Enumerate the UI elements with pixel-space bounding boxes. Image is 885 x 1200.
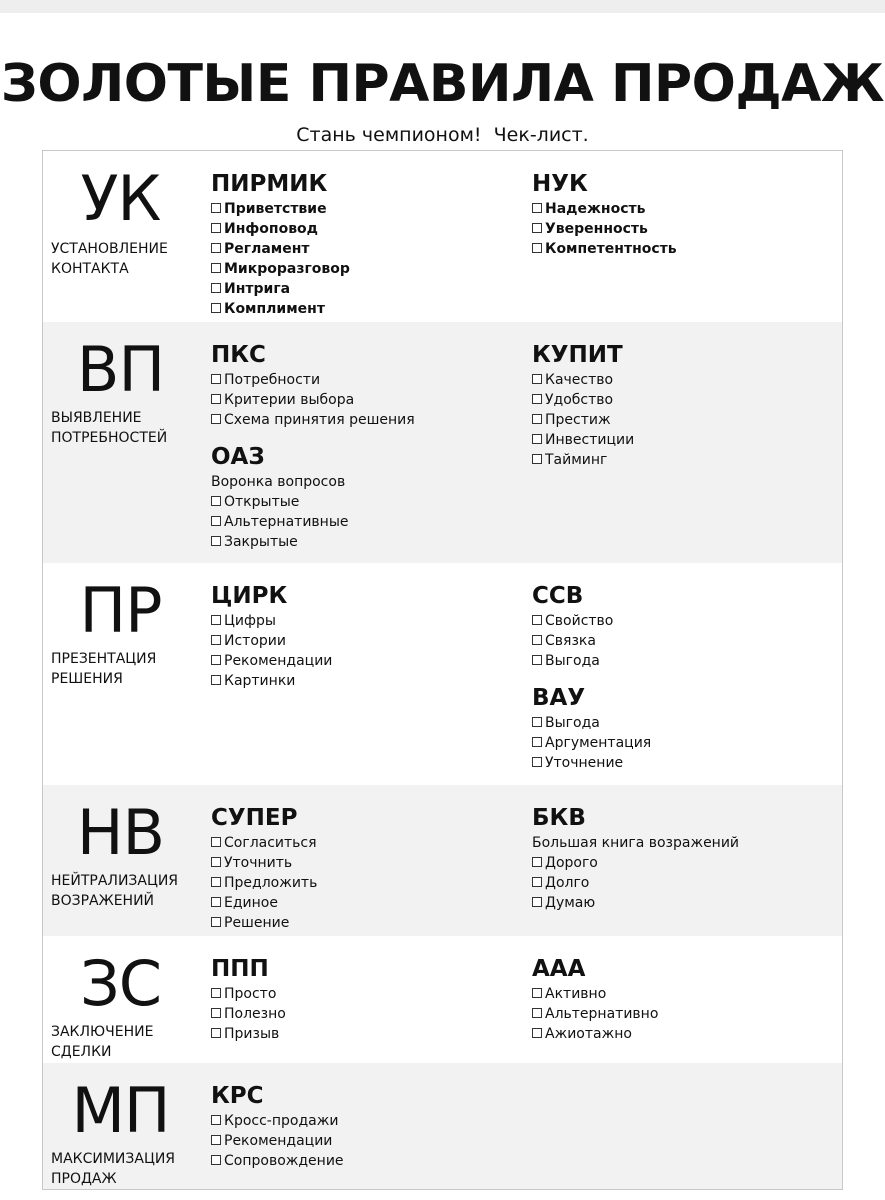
checkbox-icon[interactable] (211, 897, 221, 907)
checklist-item[interactable] (211, 390, 521, 410)
checklist-item-label: Компетентность (545, 241, 677, 257)
checklist-item[interactable] (211, 631, 521, 651)
checklist-item-label: Долго (545, 875, 590, 891)
checklist (211, 1111, 521, 1171)
technique-column (211, 803, 521, 945)
checkbox-icon[interactable] (211, 615, 221, 625)
checkbox-icon[interactable] (532, 203, 542, 213)
checklist-item[interactable] (211, 1131, 521, 1151)
technique-heading: БКВ (532, 805, 586, 831)
technique-block (532, 803, 842, 913)
checklist-item-label: Свойство (545, 613, 614, 629)
technique-block (532, 683, 842, 773)
section-abbreviation: ЗС (79, 947, 162, 1020)
section-stage-label: УСТАНОВЛЕНИЕ КОНТАКТА (51, 241, 168, 277)
section-abbreviation: МП (71, 1074, 170, 1147)
technique-heading: ААА (532, 956, 586, 982)
checkbox-icon[interactable] (211, 283, 221, 293)
checkbox-icon[interactable] (211, 414, 221, 424)
technique-block (532, 340, 842, 470)
page-subtitle: Стань чемпионом! Чек-лист. (296, 124, 589, 146)
checkbox-icon[interactable] (211, 988, 221, 998)
checkbox-icon[interactable] (532, 877, 542, 887)
checklist-item-label: Уверенность (545, 221, 648, 237)
checklist-item[interactable] (532, 219, 842, 239)
checklist-item-label: Рекомендации (224, 653, 333, 669)
checklist-item-label: Удобство (545, 392, 614, 408)
checkbox-icon[interactable] (211, 857, 221, 867)
checklist-item[interactable] (532, 893, 842, 913)
checkbox-icon[interactable] (211, 1008, 221, 1018)
checkbox-icon[interactable] (532, 988, 542, 998)
technique-block (211, 169, 521, 319)
checklist-item[interactable] (211, 279, 521, 299)
checklist-item[interactable] (532, 410, 842, 430)
section-row (43, 322, 842, 563)
checklist (211, 984, 521, 1044)
checklist-item-label: Просто (224, 986, 277, 1002)
section-abbreviation: ПР (79, 574, 162, 647)
checkbox-icon[interactable] (532, 223, 542, 233)
checkbox-icon[interactable] (532, 374, 542, 384)
checklist-item-label: Аргументация (545, 735, 652, 751)
checklist (211, 611, 521, 691)
section-row (43, 1063, 842, 1190)
checklist-item-label: Предложить (224, 875, 318, 891)
checklist-item-label: Уточнение (545, 755, 624, 771)
technique-block (211, 340, 521, 430)
checklist-item[interactable] (211, 299, 521, 319)
checkbox-icon[interactable] (211, 655, 221, 665)
checklist (211, 199, 521, 319)
checkbox-icon[interactable] (211, 374, 221, 384)
top-bar (0, 0, 885, 13)
checklist (211, 492, 521, 552)
technique-column (211, 954, 521, 1056)
checklist-item-label: Регламент (224, 241, 310, 257)
technique-heading: ЦИРК (211, 583, 288, 609)
checklist (532, 713, 842, 773)
checklist-item-label: Выгода (545, 715, 600, 731)
technique-block (211, 803, 521, 933)
technique-block (211, 442, 521, 552)
checklist-item-label: Комплимент (224, 301, 325, 317)
section-stage-label: ВЫЯВЛЕНИЕ ПОТРЕБНОСТЕЙ (51, 410, 168, 446)
checklist-item[interactable] (211, 833, 521, 853)
checkbox-icon[interactable] (211, 1028, 221, 1038)
technique-block (211, 581, 521, 691)
checklist-item[interactable] (532, 753, 842, 773)
checklist-item-label: Рекомендации (224, 1133, 333, 1149)
checklist-item[interactable] (211, 1024, 521, 1044)
checklist-item[interactable] (532, 984, 842, 1004)
technique-heading: ВАУ (532, 685, 586, 711)
technique-block (532, 581, 842, 671)
checklist-item[interactable] (211, 1151, 521, 1171)
checklist-item[interactable] (532, 631, 842, 651)
checklist-item[interactable] (532, 853, 842, 873)
checkbox-icon[interactable] (211, 675, 221, 685)
checkbox-icon[interactable] (211, 837, 221, 847)
technique-column (211, 1081, 521, 1183)
checkbox-icon[interactable] (211, 496, 221, 506)
checklist-item[interactable] (211, 410, 521, 430)
checklist-item[interactable] (211, 492, 521, 512)
checkbox-icon[interactable] (211, 223, 221, 233)
checklist-item[interactable] (211, 671, 521, 691)
checklist-item[interactable] (211, 1004, 521, 1024)
checkbox-icon[interactable] (532, 737, 542, 747)
checklist (532, 984, 842, 1044)
checklist-item[interactable] (532, 239, 842, 259)
technique-column (532, 581, 842, 785)
checklist-item[interactable] (532, 733, 842, 753)
checklist-item-label: Альтернативные (224, 514, 349, 530)
checklist-item-label: Уточнить (224, 855, 293, 871)
checkbox-icon[interactable] (532, 1028, 542, 1038)
technique-column (532, 169, 842, 271)
section-row (43, 151, 842, 322)
technique-block (532, 954, 842, 1044)
checkbox-icon[interactable] (532, 897, 542, 907)
technique-column (532, 803, 842, 925)
section-stage-label: НЕЙТРАЛИЗАЦИЯ ВОЗРАЖЕНИЙ (51, 873, 179, 909)
technique-heading: ОАЗ (211, 444, 265, 470)
checkbox-icon[interactable] (532, 434, 542, 444)
section-row (43, 936, 842, 1063)
checkbox-icon[interactable] (211, 635, 221, 645)
checkbox-icon[interactable] (211, 1115, 221, 1125)
checklist-item-label: Думаю (545, 895, 596, 911)
technique-note: Большая книга возражений (532, 835, 740, 851)
checklist-item[interactable] (211, 199, 521, 219)
section-abbreviation: ВП (76, 333, 165, 406)
checkbox-icon[interactable] (211, 1155, 221, 1165)
checklist-item[interactable] (211, 984, 521, 1004)
checklist-item[interactable] (211, 853, 521, 873)
checklist-item[interactable] (211, 370, 521, 390)
checklist-item-label: Схема принятия решения (224, 412, 415, 428)
checklist-item[interactable] (211, 239, 521, 259)
checklist-item[interactable] (211, 259, 521, 279)
checklist-item[interactable] (532, 611, 842, 631)
checkbox-icon[interactable] (211, 243, 221, 253)
section-row (43, 785, 842, 936)
checklist-item-label: Приветствие (224, 201, 327, 217)
checkbox-icon[interactable] (532, 857, 542, 867)
checklist-item[interactable] (532, 713, 842, 733)
checkbox-icon[interactable] (532, 394, 542, 404)
checklist-item[interactable] (532, 370, 842, 390)
checkbox-icon[interactable] (532, 454, 542, 464)
technique-column (532, 954, 842, 1056)
checkbox-icon[interactable] (211, 1135, 221, 1145)
checkbox-icon[interactable] (211, 536, 221, 546)
technique-heading: СУПЕР (211, 805, 298, 831)
technique-block (211, 954, 521, 1044)
checklist-item[interactable] (211, 1111, 521, 1131)
checklist-item-label: Альтернативно (545, 1006, 659, 1022)
checklist-item-label: Критерии выбора (224, 392, 355, 408)
checklist (211, 833, 521, 933)
checkbox-icon[interactable] (532, 757, 542, 767)
checkbox-icon[interactable] (532, 655, 542, 665)
checklist (211, 370, 521, 430)
checklist-item[interactable] (532, 1024, 842, 1044)
checkbox-icon[interactable] (532, 1008, 542, 1018)
checklist-item[interactable] (211, 532, 521, 552)
checklist-item[interactable] (211, 219, 521, 239)
technique-column (532, 340, 842, 482)
section-stage-label: ПРЕЗЕНТАЦИЯ РЕШЕНИЯ (51, 651, 157, 687)
technique-heading: ПИРМИК (211, 171, 328, 197)
checklist-item[interactable] (211, 873, 521, 893)
checklist-table (42, 150, 843, 1190)
checklist-item-label: Качество (545, 372, 614, 388)
checklist-item-label: Потребности (224, 372, 321, 388)
technique-heading: ППП (211, 956, 269, 982)
checklist (532, 199, 842, 259)
checklist-item-label: Сопровождение (224, 1153, 344, 1169)
checklist (532, 611, 842, 671)
checkbox-icon[interactable] (211, 394, 221, 404)
technique-heading: ССВ (532, 583, 584, 609)
checklist-item[interactable] (211, 611, 521, 631)
checkbox-icon[interactable] (211, 303, 221, 313)
checklist-item[interactable] (211, 913, 521, 933)
checkbox-icon[interactable] (532, 635, 542, 645)
checkbox-icon[interactable] (211, 263, 221, 273)
checklist-item-label: Выгода (545, 653, 600, 669)
checklist-item[interactable] (532, 651, 842, 671)
checkbox-icon[interactable] (532, 243, 542, 253)
checklist-item-label: Закрытые (224, 534, 298, 550)
checklist-item-label: Кросс-продажи (224, 1113, 339, 1129)
checkbox-icon[interactable] (532, 717, 542, 727)
technique-block (211, 1081, 521, 1171)
checkbox-icon[interactable] (532, 414, 542, 424)
page-title: ЗОЛОТЫЕ ПРАВИЛА ПРОДАЖ (0, 54, 885, 114)
technique-column (211, 340, 521, 564)
checkbox-icon[interactable] (211, 203, 221, 213)
checkbox-icon[interactable] (211, 917, 221, 927)
technique-heading: КРС (211, 1083, 264, 1109)
checklist-item-label: Ажиотажно (545, 1026, 632, 1042)
checklist-item[interactable] (532, 873, 842, 893)
checklist-item[interactable] (532, 450, 842, 470)
technique-heading: КУПИТ (532, 342, 623, 368)
checklist-item[interactable] (211, 512, 521, 532)
checklist-item-label: Престиж (545, 412, 611, 428)
checklist (532, 853, 842, 913)
checklist-item-label: Полезно (224, 1006, 286, 1022)
checklist-item-label: Единое (224, 895, 278, 911)
checklist (532, 370, 842, 470)
section-stage-label: МАКСИМИЗАЦИЯ ПРОДАЖ (51, 1151, 176, 1187)
checklist-item-label: Надежность (545, 201, 646, 217)
technique-note: Воронка вопросов (211, 474, 346, 490)
checklist-item-label: Инфоповод (224, 221, 318, 237)
checklist-item-label: Тайминг (545, 452, 608, 468)
section-abbreviation: УК (80, 162, 161, 235)
technique-heading: ПКС (211, 342, 266, 368)
checklist-item-label: Инвестиции (545, 432, 635, 448)
checklist-item-label: Истории (224, 633, 286, 649)
section-row (43, 563, 842, 785)
checklist-item[interactable] (532, 1004, 842, 1024)
checklist-item-label: Решение (224, 915, 290, 931)
section-abbreviation: НВ (76, 796, 165, 869)
checklist-item-label: Цифры (224, 613, 276, 629)
checklist-item-label: Интрига (224, 281, 291, 297)
checklist-item-label: Согласиться (224, 835, 317, 851)
checklist-item-label: Открытые (224, 494, 300, 510)
checkbox-icon[interactable] (211, 516, 221, 526)
checklist-item[interactable] (211, 651, 521, 671)
checklist-item[interactable] (211, 893, 521, 913)
checklist-item-label: Картинки (224, 673, 296, 689)
checkbox-icon[interactable] (532, 615, 542, 625)
checklist-item[interactable] (532, 390, 842, 410)
technique-heading: НУК (532, 171, 588, 197)
checklist-item-label: Активно (545, 986, 607, 1002)
checklist-item-label: Дорого (545, 855, 598, 871)
checklist-item[interactable] (532, 199, 842, 219)
checkbox-icon[interactable] (211, 877, 221, 887)
checklist-item-label: Связка (545, 633, 596, 649)
checklist-item-label: Призыв (224, 1026, 280, 1042)
checklist-item[interactable] (532, 430, 842, 450)
technique-column (211, 169, 521, 331)
checklist-item-label: Микроразговор (224, 261, 350, 277)
section-stage-label: ЗАКЛЮЧЕНИЕ СДЕЛКИ (51, 1024, 154, 1060)
technique-block (532, 169, 842, 259)
technique-column (211, 581, 521, 703)
